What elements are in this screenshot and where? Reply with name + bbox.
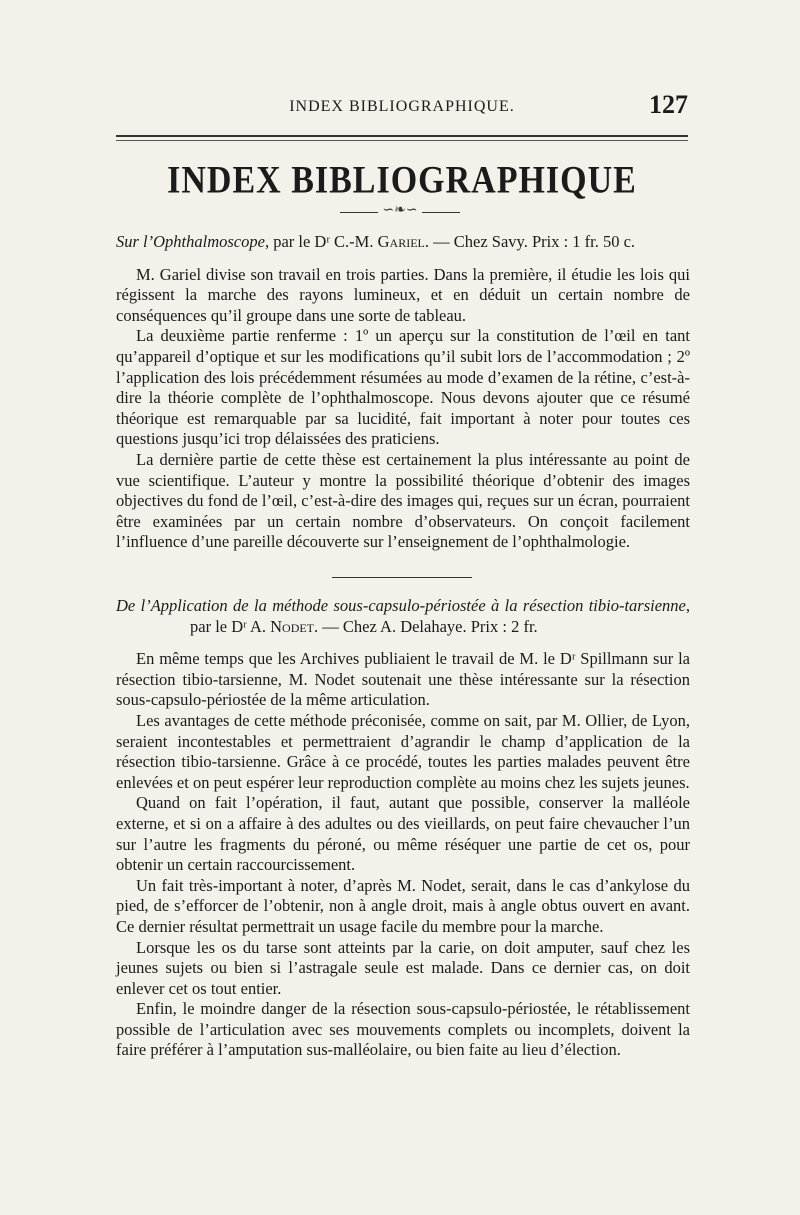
entry-1-work-title: Sur l’Ophthalmoscope	[116, 232, 265, 251]
entry-1-paragraph: M. Gariel divise son travail en trois parties. Dans la première, il étudie les lois qui régissent la marche des rayons lumineux, et en déduit un certain nombre de conséquences qu’il groupe dans une sorte de tableau.	[116, 264, 690, 325]
entry-1-paragraph: La deuxième partie renferme : 1º un aperçu sur la constitution de l’œil en tant qu’appareil d’optique et sur les modifications qu’il subit lors de l’accommodation ; 2º l’application des lois précédemment résumées au mode d’examen de la rétine, c’est-à-dire la théorie complète de l’ophthalmoscope. Nous devons ajouter que ce résumé théorique est remarquable par sa lucidité, fait important à noter pour toutes ces questions jusqu’ici trop délaissées des praticiens.	[116, 326, 690, 449]
entry-2-paragraph: En même temps que les Archives publiaient le travail de M. le Dʳ Spillmann sur la résection tibio-tarsienne, M. Nodet soutenait une thèse intéressante sur la résection sous-capsulo-périostée de la même articulation.	[116, 649, 690, 710]
entry-1-heading	[116, 232, 690, 253]
entry-2-publisher: . — Chez A. Delahaye. Prix : 2 fr.	[314, 616, 538, 636]
entry-2-paragraph: Un fait très-important à noter, d’après M. Nodet, serait, dans le cas d’ankylose du pied, de s’efforcer de l’obtenir, non à angle droit, mais à angle obtus ouvert en avant. Ce dernier résultat permettrait un usage facile du membre pour la marche.	[116, 875, 690, 936]
page-number: 127	[649, 90, 688, 119]
entry-1-paragraph: La dernière partie de cette thèse est certainement la plus intéressante au point de vue scientifique. L’auteur y montre la possibilité théorique d’obtenir des images objectives du fond de l’œil, c’est-à-dire des images qui, reçues sur un écran, pourraient être examinées par un certain nombre d’observateurs. On conçoit facilement l’influence d’une pareille découverte sur l’enseignement de l’ophthalmologie.	[116, 449, 690, 552]
entry-2-by: , par le Dʳ A.	[190, 596, 690, 636]
entry-2-heading	[116, 596, 690, 637]
section-title: INDEX BIBLIOGRAPHIQUE	[167, 159, 637, 202]
entry-2	[116, 596, 690, 1061]
entry-2-paragraph: Enfin, le moindre danger de la résection sous-capsulo-périostée, le rétablissement possible de l’articulation avec ses mouvements complets ou incomplets, doivent la faire préférer à l’amputation sus-malléolaire, ou bien faite au lieu d’élection.	[116, 999, 690, 1060]
entry-1	[116, 232, 690, 553]
ornament-glyph: ∽❧∽	[378, 202, 421, 218]
entry-1-author: Gariel	[377, 232, 425, 251]
ornament-divider	[330, 202, 470, 218]
entry-2-paragraph: Lorsque les os du tarse sont atteints par la carie, on doit amputer, sauf chez les jeunes sujets ou bien si l’astragale seule est malade. Dans ce dernier cas, on doit enlever cet os tout entier.	[116, 937, 690, 998]
entry-2-paragraph: Quand on fait l’opération, il faut, autant que possible, conserver la malléole externe, et si on a affaire à des adultes ou des vieillards, on peut faire chevaucher l’un sur l’autre les fragments du péroné, ou même réséquer une partie de cet os, pour obtenir un certain raccourcissement.	[116, 793, 690, 875]
header-rule	[116, 135, 688, 137]
entry-1-publisher: . — Chez Savy. Prix : 1 fr. 50 c.	[424, 232, 636, 251]
entry-2-paragraph: Les avantages de cette méthode préconisée, comme on sait, par M. Ollier, de Lyon, seraient incontestables et permettraient d’agrandir le champ d’application de la résection tibio-tarsienne. Grâce à ce procédé, toutes les parties malades peuvent être enlevées et on peut espérer leur reproduction complète au moins chez les sujets jeunes.	[116, 710, 690, 792]
entry-2-author: Nodet	[270, 616, 315, 636]
entry-separator	[332, 577, 472, 578]
header-rule-thin	[116, 140, 688, 141]
entry-1-by: , par le Dʳ C.-M.	[264, 232, 378, 251]
running-title: INDEX BIBLIOGRAPHIQUE.	[289, 98, 515, 115]
entry-2-work-title: De l’Application de la méthode sous-capsulo-périostée à la résection tibio-tarsienne	[116, 596, 686, 615]
running-header	[116, 90, 688, 120]
